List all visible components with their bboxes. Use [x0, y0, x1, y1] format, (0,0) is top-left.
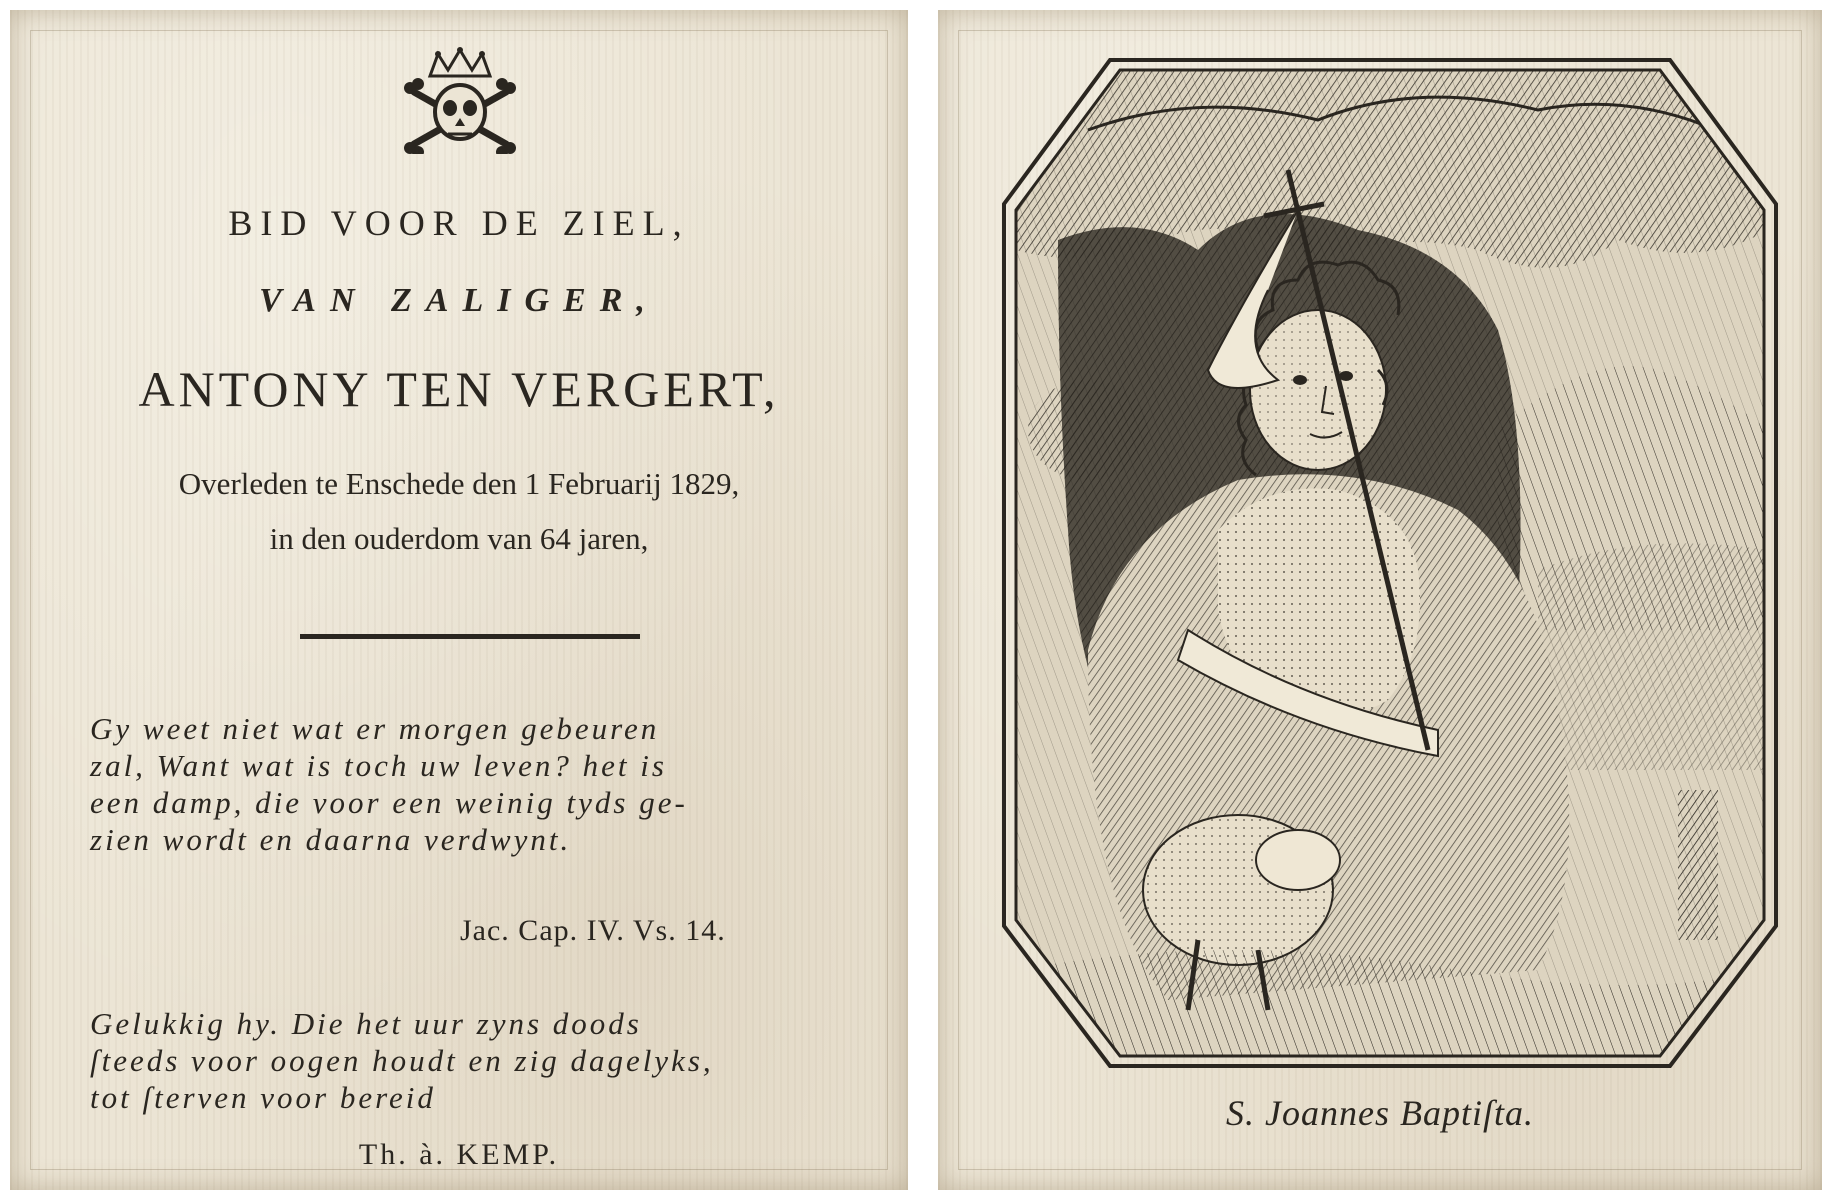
engraving-caption: S. Joannes Baptiſta.: [1226, 1093, 1534, 1133]
prayer-heading: BID VOOR DE ZIEL,: [228, 203, 690, 243]
verse-line: een damp, die voor een weinig tyds ge-: [90, 785, 688, 820]
deceased-name: ANTONY TEN VERGERT,: [138, 361, 780, 417]
verse-line: zal, Want wat is toch uw leven? het is: [90, 748, 667, 783]
memorial-card-left: [10, 10, 908, 1190]
quote-line: ſteeds voor oogen houdt en zig dagelyks,: [90, 1043, 714, 1078]
memorial-card-right: [938, 10, 1822, 1190]
verse-reference: Jac. Cap. IV. Vs. 14.: [460, 914, 726, 947]
quote-line: tot ſterven voor bereid: [90, 1080, 436, 1115]
quote-line: Gelukkig hy. Die het uur zyns doods: [90, 1006, 642, 1041]
kempis-quote: [90, 1005, 850, 1116]
divider-rule: [300, 634, 640, 639]
verse-line: Gy weet niet wat er morgen gebeuren: [90, 711, 660, 746]
quote-author: Th. à. KEMP.: [358, 1138, 560, 1171]
bible-verse: [90, 710, 850, 858]
death-date-line: Overleden te Enschede den 1 Februarij 1829,: [178, 466, 740, 501]
card-border: [30, 30, 888, 1170]
skull-crossbones-crown-icon: [400, 46, 520, 154]
age-line: in den ouderdom van 64 jaren,: [269, 521, 649, 556]
subheading: VAN ZALIGER,: [259, 282, 659, 319]
saint-john-baptist-engraving: [938, 10, 1822, 1190]
verse-line: zien wordt en daarna verdwynt.: [90, 822, 572, 857]
